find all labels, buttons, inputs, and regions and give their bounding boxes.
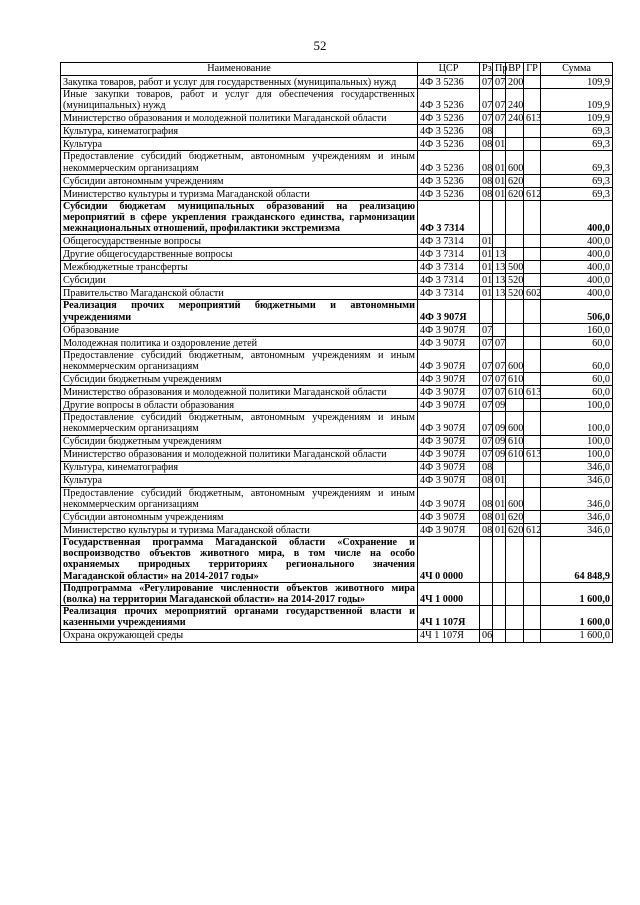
cell-rz: 07	[480, 336, 493, 349]
cell-csr: 4Ф 3 907Я	[418, 399, 480, 412]
cell-csr: 4Ч 1 107Я	[418, 606, 480, 629]
cell-vr	[506, 248, 524, 261]
cell-sum: 69,3	[541, 125, 613, 138]
table-row	[61, 125, 613, 138]
cell-name: Предоставление субсидий бюджетным, автономным учреждениям и иным некоммерческим организациям	[61, 349, 418, 372]
cell-rz: 08	[480, 511, 493, 524]
cell-csr: 4Ф 3 7314	[418, 287, 480, 300]
cell-sum: 400,0	[541, 261, 613, 274]
page-number: 52	[313, 38, 327, 53]
cell-pr: 13	[493, 261, 506, 274]
cell-name: Другие вопросы в области образования	[61, 399, 418, 412]
cell-name: Субсидии автономным учреждениям	[61, 174, 418, 187]
cell-vr	[506, 606, 524, 629]
cell-rz: 08	[480, 125, 493, 138]
cell-vr: 620	[506, 174, 524, 187]
cell-sum: 506,0	[541, 300, 613, 323]
cell-sum: 109,9	[541, 89, 613, 112]
cell-csr: 4Ф 3 7314	[418, 200, 480, 235]
cell-pr: 01	[493, 524, 506, 537]
cell-vr	[506, 125, 524, 138]
cell-gr	[524, 373, 541, 386]
cell-rz: 08	[480, 174, 493, 187]
cell-rz	[480, 606, 493, 629]
table-row	[61, 524, 613, 537]
cell-csr: 4Ф 3 7314	[418, 235, 480, 248]
header-name: Наименование	[61, 63, 418, 76]
table-row	[61, 174, 613, 187]
cell-vr: 610	[506, 448, 524, 461]
cell-pr: 13	[493, 248, 506, 261]
cell-sum: 400,0	[541, 200, 613, 235]
cell-vr	[506, 629, 524, 642]
cell-pr: 01	[493, 187, 506, 200]
cell-csr: 4Ф 3 5236	[418, 125, 480, 138]
table-row	[61, 138, 613, 151]
cell-vr	[506, 235, 524, 248]
cell-sum: 109,9	[541, 112, 613, 125]
cell-csr: 4Ф 3 907Я	[418, 336, 480, 349]
cell-vr	[506, 399, 524, 412]
cell-name: Общегосударственные вопросы	[61, 235, 418, 248]
cell-sum: 160,0	[541, 323, 613, 336]
cell-rz: 08	[480, 187, 493, 200]
cell-pr: 07	[493, 76, 506, 89]
cell-gr	[524, 582, 541, 605]
table-row	[61, 487, 613, 510]
cell-csr: 4Ф 3 907Я	[418, 386, 480, 399]
table-row	[61, 323, 613, 336]
cell-sum: 1 600,0	[541, 606, 613, 629]
cell-gr	[524, 336, 541, 349]
table-row	[61, 435, 613, 448]
cell-rz: 07	[480, 448, 493, 461]
cell-name: Министерство образования и молодежной политики Магаданской области	[61, 386, 418, 399]
cell-name: Образование	[61, 323, 418, 336]
cell-name: Подпрограмма «Регулирование численности объектов животного мира (волка) на территории Магаданской области» на 2014-2017 годы»	[61, 582, 418, 605]
cell-rz: 01	[480, 274, 493, 287]
cell-vr	[506, 200, 524, 235]
cell-csr: 4Ф 3 5236	[418, 138, 480, 151]
cell-vr	[506, 138, 524, 151]
cell-sum: 69,3	[541, 174, 613, 187]
cell-vr	[506, 336, 524, 349]
cell-csr: 4Ф 3 907Я	[418, 461, 480, 474]
table-row	[61, 235, 613, 248]
cell-csr: 4Ф 3 907Я	[418, 349, 480, 372]
cell-rz: 07	[480, 399, 493, 412]
cell-csr: 4Ф 3 5236	[418, 174, 480, 187]
cell-gr	[524, 248, 541, 261]
cell-name: Межбюджетные трансферты	[61, 261, 418, 274]
cell-csr: 4Ф 3 907Я	[418, 511, 480, 524]
cell-name: Субсидии бюджетам муниципальных образований на реализацию мероприятий в сфере укрепления гражданского единства, гармонизации межнациональных отношений, профилактики экстремизма	[61, 200, 418, 235]
cell-sum: 346,0	[541, 511, 613, 524]
cell-sum: 346,0	[541, 524, 613, 537]
cell-gr	[524, 138, 541, 151]
cell-name: Культура, кинематография	[61, 461, 418, 474]
cell-csr: 4Ф 3 5236	[418, 112, 480, 125]
cell-rz: 08	[480, 151, 493, 174]
table-row	[61, 336, 613, 349]
cell-csr: 4Ф 3 5236	[418, 89, 480, 112]
cell-vr: 620	[506, 511, 524, 524]
cell-name: Субсидии автономным учреждениям	[61, 511, 418, 524]
cell-name: Министерство образования и молодежной политики Магаданской области	[61, 448, 418, 461]
cell-rz: 07	[480, 112, 493, 125]
cell-name: Реализация прочих мероприятий органами государственной власти и казенными учреждениями	[61, 606, 418, 629]
table-row	[61, 629, 613, 642]
cell-gr	[524, 399, 541, 412]
cell-gr: 613	[524, 448, 541, 461]
cell-sum: 346,0	[541, 461, 613, 474]
cell-rz: 07	[480, 76, 493, 89]
cell-rz: 07	[480, 412, 493, 435]
cell-sum: 100,0	[541, 412, 613, 435]
table-row	[61, 274, 613, 287]
cell-sum: 400,0	[541, 287, 613, 300]
cell-name: Министерство культуры и туризма Магаданской области	[61, 187, 418, 200]
cell-sum: 60,0	[541, 349, 613, 372]
cell-rz: 01	[480, 287, 493, 300]
cell-pr: 07	[493, 336, 506, 349]
cell-gr	[524, 537, 541, 583]
cell-rz: 01	[480, 248, 493, 261]
cell-sum: 346,0	[541, 487, 613, 510]
cell-pr: 07	[493, 349, 506, 372]
cell-rz: 01	[480, 261, 493, 274]
cell-rz	[480, 200, 493, 235]
cell-pr: 01	[493, 174, 506, 187]
cell-name: Субсидии	[61, 274, 418, 287]
table-row	[61, 187, 613, 200]
cell-gr	[524, 606, 541, 629]
cell-pr: 13	[493, 274, 506, 287]
cell-pr	[493, 629, 506, 642]
cell-name: Культура	[61, 138, 418, 151]
cell-gr	[524, 261, 541, 274]
header-sum: Сумма	[541, 63, 613, 76]
cell-pr: 07	[493, 89, 506, 112]
table-row	[61, 582, 613, 605]
cell-pr	[493, 200, 506, 235]
cell-name: Закупка товаров, работ и услуг для государственных (муниципальных) нужд	[61, 76, 418, 89]
cell-csr: 4Ф 3 907Я	[418, 373, 480, 386]
cell-gr: 613	[524, 112, 541, 125]
cell-rz: 08	[480, 487, 493, 510]
cell-sum: 100,0	[541, 435, 613, 448]
cell-name: Предоставление субсидий бюджетным, автономным учреждениям и иным некоммерческим организациям	[61, 412, 418, 435]
cell-pr: 07	[493, 373, 506, 386]
cell-gr: 612	[524, 524, 541, 537]
cell-sum: 109,9	[541, 76, 613, 89]
cell-rz: 07	[480, 323, 493, 336]
table-row	[61, 261, 613, 274]
table-row	[61, 606, 613, 629]
cell-rz: 07	[480, 373, 493, 386]
cell-pr	[493, 125, 506, 138]
cell-pr: 01	[493, 138, 506, 151]
cell-name: Предоставление субсидий бюджетным, автономным учреждениям и иным некоммерческим организациям	[61, 487, 418, 510]
table-row	[61, 399, 613, 412]
cell-csr: 4Ф 3 7314	[418, 248, 480, 261]
cell-vr: 520	[506, 287, 524, 300]
cell-csr: 4Ф 3 907Я	[418, 448, 480, 461]
cell-sum: 346,0	[541, 474, 613, 487]
cell-gr	[524, 349, 541, 372]
cell-rz: 06	[480, 629, 493, 642]
cell-name: Культура, кинематография	[61, 125, 418, 138]
budget-table	[60, 62, 613, 643]
cell-sum: 69,3	[541, 187, 613, 200]
cell-pr: 01	[493, 487, 506, 510]
cell-pr	[493, 235, 506, 248]
table-row	[61, 448, 613, 461]
cell-name: Государственная программа Магаданской области «Сохранение и воспроизводство объектов животного мира, в том числе на особо охраняемых природных территориях регионального значения Магаданской области» на 2014-2017 годы»	[61, 537, 418, 583]
header-gr: ГР	[524, 63, 541, 76]
cell-name: Иные закупки товаров, работ и услуг для обеспечения государственных (муниципальных) нужд	[61, 89, 418, 112]
cell-name: Правительство Магаданской области	[61, 287, 418, 300]
cell-name: Молодежная политика и оздоровление детей	[61, 336, 418, 349]
cell-rz	[480, 300, 493, 323]
cell-sum: 60,0	[541, 386, 613, 399]
cell-gr	[524, 412, 541, 435]
cell-gr	[524, 300, 541, 323]
cell-sum: 1 600,0	[541, 629, 613, 642]
cell-sum: 60,0	[541, 373, 613, 386]
cell-vr	[506, 582, 524, 605]
header-pr: Пр	[493, 63, 506, 76]
cell-name: Министерство образования и молодежной политики Магаданской области	[61, 112, 418, 125]
table-header-row	[61, 63, 613, 76]
cell-pr	[493, 582, 506, 605]
cell-rz: 07	[480, 435, 493, 448]
table-row	[61, 248, 613, 261]
cell-sum: 400,0	[541, 274, 613, 287]
cell-vr	[506, 300, 524, 323]
cell-pr	[493, 300, 506, 323]
cell-sum: 100,0	[541, 399, 613, 412]
cell-gr	[524, 629, 541, 642]
cell-pr: 13	[493, 287, 506, 300]
cell-rz: 08	[480, 461, 493, 474]
cell-pr: 07	[493, 112, 506, 125]
cell-name: Культура	[61, 474, 418, 487]
cell-gr	[524, 235, 541, 248]
cell-gr: 613	[524, 386, 541, 399]
cell-csr: 4Ф 3 907Я	[418, 435, 480, 448]
cell-rz	[480, 582, 493, 605]
cell-rz	[480, 537, 493, 583]
cell-pr: 01	[493, 474, 506, 487]
cell-gr	[524, 151, 541, 174]
cell-csr: 4Ф 3 7314	[418, 261, 480, 274]
cell-vr: 620	[506, 524, 524, 537]
cell-name: Охрана окружающей среды	[61, 629, 418, 642]
cell-sum: 64 848,9	[541, 537, 613, 583]
cell-pr	[493, 606, 506, 629]
cell-vr: 610	[506, 435, 524, 448]
cell-gr	[524, 174, 541, 187]
cell-vr	[506, 461, 524, 474]
cell-pr	[493, 537, 506, 583]
table-row	[61, 412, 613, 435]
table-row	[61, 461, 613, 474]
cell-csr: 4Ч 1 0000	[418, 582, 480, 605]
cell-name: Субсидии бюджетным учреждениям	[61, 373, 418, 386]
cell-gr: 602	[524, 287, 541, 300]
cell-csr: 4Ф 3 5236	[418, 187, 480, 200]
cell-sum: 60,0	[541, 336, 613, 349]
cell-rz: 07	[480, 349, 493, 372]
cell-rz: 01	[480, 235, 493, 248]
cell-pr: 09	[493, 435, 506, 448]
cell-gr: 612	[524, 187, 541, 200]
cell-vr: 600	[506, 487, 524, 510]
cell-gr	[524, 200, 541, 235]
cell-csr: 4Ф 3 907Я	[418, 323, 480, 336]
cell-vr: 240	[506, 112, 524, 125]
cell-pr: 07	[493, 386, 506, 399]
cell-gr	[524, 89, 541, 112]
table-row	[61, 474, 613, 487]
cell-csr: 4Ф 3 7314	[418, 274, 480, 287]
cell-gr	[524, 435, 541, 448]
cell-vr: 620	[506, 187, 524, 200]
cell-gr	[524, 125, 541, 138]
cell-csr: 4Ф 3 907Я	[418, 412, 480, 435]
table-row	[61, 537, 613, 583]
table-body	[61, 76, 613, 643]
cell-sum: 1 600,0	[541, 582, 613, 605]
cell-gr	[524, 323, 541, 336]
table-row	[61, 76, 613, 89]
table-row	[61, 89, 613, 112]
cell-csr: 4Ф 3 5236	[418, 151, 480, 174]
cell-sum: 400,0	[541, 235, 613, 248]
cell-rz: 08	[480, 474, 493, 487]
cell-vr: 600	[506, 151, 524, 174]
header-rz: Рз	[480, 63, 493, 76]
cell-vr: 600	[506, 412, 524, 435]
cell-csr: 4Ф 3 5236	[418, 76, 480, 89]
cell-pr	[493, 461, 506, 474]
cell-name: Реализация прочих мероприятий бюджетными и автономными учреждениями	[61, 300, 418, 323]
cell-vr: 500	[506, 261, 524, 274]
cell-gr	[524, 474, 541, 487]
table-row	[61, 200, 613, 235]
table-row	[61, 151, 613, 174]
table-row	[61, 386, 613, 399]
header-csr: ЦСР	[418, 63, 480, 76]
cell-name: Министерство культуры и туризма Магаданской области	[61, 524, 418, 537]
cell-pr: 09	[493, 399, 506, 412]
cell-csr: 4Ф 3 907Я	[418, 487, 480, 510]
cell-sum: 69,3	[541, 138, 613, 151]
table-row	[61, 112, 613, 125]
cell-name: Субсидии бюджетным учреждениям	[61, 435, 418, 448]
cell-vr	[506, 537, 524, 583]
header-vr: ВР	[506, 63, 524, 76]
cell-vr: 610	[506, 373, 524, 386]
cell-rz: 08	[480, 138, 493, 151]
cell-gr	[524, 487, 541, 510]
cell-vr: 600	[506, 349, 524, 372]
cell-pr: 01	[493, 151, 506, 174]
table-row	[61, 287, 613, 300]
cell-vr: 240	[506, 89, 524, 112]
cell-gr	[524, 511, 541, 524]
cell-csr: 4Ч 0 0000	[418, 537, 480, 583]
cell-gr	[524, 76, 541, 89]
cell-vr: 200	[506, 76, 524, 89]
table-row	[61, 511, 613, 524]
cell-gr	[524, 274, 541, 287]
cell-rz: 07	[480, 386, 493, 399]
cell-pr: 01	[493, 511, 506, 524]
cell-csr: 4Ч 1 107Я	[418, 629, 480, 642]
cell-vr	[506, 474, 524, 487]
cell-name: Другие общегосударственные вопросы	[61, 248, 418, 261]
cell-pr: 09	[493, 412, 506, 435]
cell-vr	[506, 323, 524, 336]
cell-csr: 4Ф 3 907Я	[418, 474, 480, 487]
cell-sum: 100,0	[541, 448, 613, 461]
cell-csr: 4Ф 3 907Я	[418, 300, 480, 323]
cell-rz: 08	[480, 524, 493, 537]
cell-pr: 09	[493, 448, 506, 461]
table-row	[61, 300, 613, 323]
cell-name: Предоставление субсидий бюджетным, автономным учреждениям и иным некоммерческим организациям	[61, 151, 418, 174]
cell-vr: 520	[506, 274, 524, 287]
table-row	[61, 373, 613, 386]
table-row	[61, 349, 613, 372]
cell-gr	[524, 461, 541, 474]
cell-sum: 69,3	[541, 151, 613, 174]
cell-rz: 07	[480, 89, 493, 112]
cell-vr: 610	[506, 386, 524, 399]
cell-sum: 400,0	[541, 248, 613, 261]
cell-csr: 4Ф 3 907Я	[418, 524, 480, 537]
cell-pr	[493, 323, 506, 336]
